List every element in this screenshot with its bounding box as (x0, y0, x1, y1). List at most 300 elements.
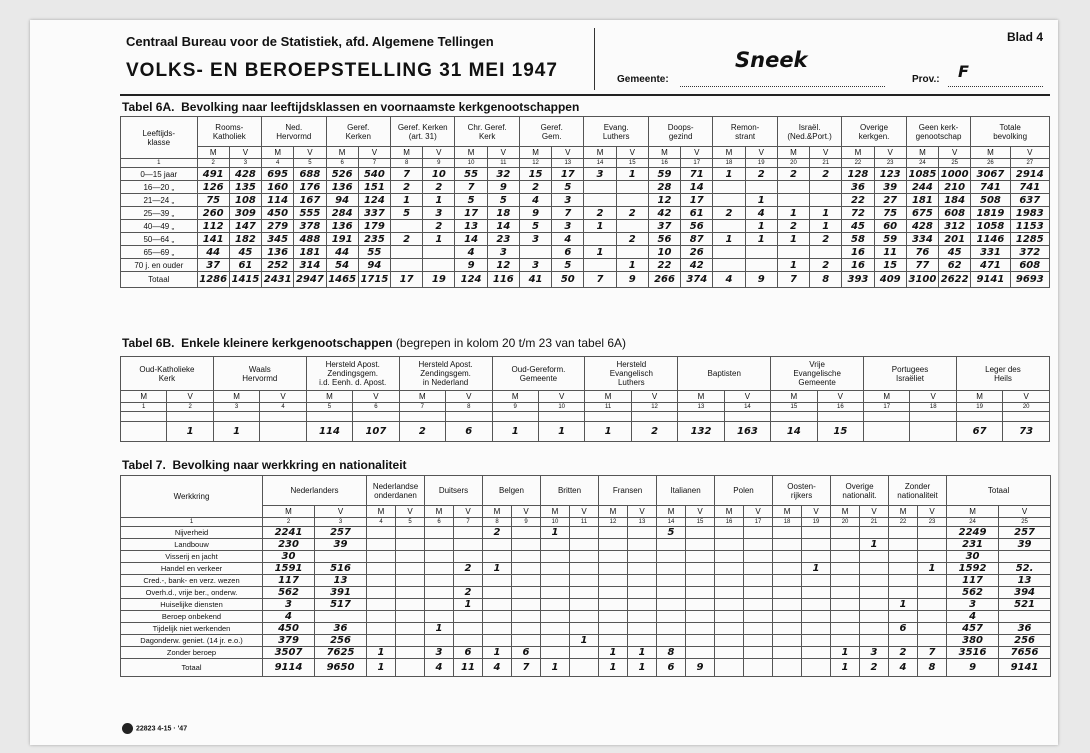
t7-row-cell (454, 527, 483, 539)
t7-row-cell (570, 539, 599, 551)
t7-row-cell (483, 551, 512, 563)
t7-row-cell (425, 587, 454, 599)
t6a-row-cell: 22 (648, 259, 680, 272)
t7-row-cell: 394 (999, 587, 1051, 599)
t7-row-cell (744, 611, 773, 623)
t7-row-cell (860, 575, 889, 587)
t6a-row-cell: 5 (455, 194, 487, 207)
t7-row-cell (889, 611, 918, 623)
t7-row-cell (773, 623, 802, 635)
municipality-label: Gemeente: (617, 74, 669, 85)
t6a-total-row (121, 272, 1050, 288)
t7-row-cell: 2 (454, 587, 483, 599)
t7-group-header: Zonder nationaliteit (889, 476, 947, 506)
t7-row-cell (918, 539, 947, 551)
t6a-row-cell: 7 (455, 181, 487, 194)
t7-col-number: 1 (121, 518, 263, 527)
t7-row-cell (831, 623, 860, 635)
t7-row-cell (599, 623, 628, 635)
t6a-row-cell: 27 (874, 194, 906, 207)
t7-row-cell (744, 599, 773, 611)
t7-row-cell (889, 587, 918, 599)
t6a-row-cell: 28 (648, 181, 680, 194)
t6a-group-header: Rooms- Katholiek (197, 117, 261, 147)
t6a-row-cell: 22 (842, 194, 874, 207)
t7-row (121, 587, 1051, 599)
t7-row-cell (715, 647, 744, 659)
t7-total-row-cell (773, 659, 802, 677)
t6b-spacer-cell (121, 412, 167, 422)
t6b-value-row-cell: 163 (724, 422, 770, 442)
t6b-col-number: 13 (678, 403, 724, 412)
t7-row-cell (802, 599, 831, 611)
t7-row-cell: 52. (999, 563, 1051, 575)
t6a-row-cell: 695 (262, 168, 294, 181)
t6a-row-cell: 3 (423, 207, 455, 220)
t6a-row-cell: 136 (262, 246, 294, 259)
t6a-total-row-cell: 1715 (358, 272, 390, 288)
t7-row-cell: 3 (947, 599, 999, 611)
t6b-group-header: Leger des Heils (956, 357, 1049, 391)
t7-row-cell (367, 563, 396, 575)
t7-row-cell (483, 587, 512, 599)
t6a-row-cell: 260 (197, 207, 229, 220)
t7-row-cell (541, 635, 570, 647)
t6b-sex-m: M (771, 391, 817, 403)
t7-row-label: Tijdelijk niet werkenden (121, 623, 263, 635)
t6a-sex-m: M (971, 147, 1010, 159)
t6a-total-row-cell: 124 (455, 272, 487, 288)
t7-row-cell (657, 623, 686, 635)
t6a-row-cell: 14 (487, 220, 519, 233)
t6b-spacer-cell (864, 412, 910, 422)
t6a-row-cell: 210 (939, 181, 971, 194)
t6b-sex-m: M (399, 391, 445, 403)
t7-row (121, 647, 1051, 659)
t6a-row-cell: 526 (326, 168, 358, 181)
t6a-row-cell (713, 194, 745, 207)
t6a-row-cell: 5 (519, 220, 551, 233)
t6a-sex-v: V (358, 147, 390, 159)
t7-col-number: 8 (483, 518, 512, 527)
t7-row-cell: 1 (483, 563, 512, 575)
t6a-col-number: 26 (971, 159, 1010, 168)
t6a-row-cell: 5 (487, 194, 519, 207)
t6b-spacer-cell (446, 412, 492, 422)
t7-row-cell (599, 599, 628, 611)
t6b-value-row-cell: 1 (167, 422, 213, 442)
t6a-col-number: 16 (648, 159, 680, 168)
t7-row-cell: 1 (454, 599, 483, 611)
t6a-row-label: 21—24 „ (121, 194, 198, 207)
t6a-row-cell: 160 (262, 181, 294, 194)
t6a-row-cell: 114 (262, 194, 294, 207)
t7-group-header: Britten (541, 476, 599, 506)
t6a-row-cell: 10 (648, 246, 680, 259)
t7-row-cell (570, 599, 599, 611)
print-footer (122, 723, 187, 734)
t6a-row-cell: 11 (874, 246, 906, 259)
t6a-col-number: 18 (713, 159, 745, 168)
t6b-col-number: 20 (1003, 403, 1050, 412)
t7-row-cell (628, 599, 657, 611)
t6b-spacer-cell (167, 412, 213, 422)
t6a-row-cell: 1000 (939, 168, 971, 181)
t6a-sex-v: V (810, 147, 842, 159)
t6a-row-cell: 128 (842, 168, 874, 181)
t6a-row-cell: 176 (294, 181, 326, 194)
t6b-col-number: 6 (353, 403, 399, 412)
t6a-row-cell: 42 (681, 259, 713, 272)
t6a-sex-m: M (584, 147, 616, 159)
t7-row-cell: 3 (860, 647, 889, 659)
t7-row-cell: 3 (425, 647, 454, 659)
t6a-row-cell: 1146 (971, 233, 1010, 246)
t7-row-cell (425, 599, 454, 611)
t6a-row-cell: 378 (294, 220, 326, 233)
t7-row-cell (802, 551, 831, 563)
t7-group-header: Nederlandse onderdanen (367, 476, 425, 506)
t6a-col-number: 20 (777, 159, 809, 168)
t6a-total-row-cell: 374 (681, 272, 713, 288)
t6a-row-cell (810, 194, 842, 207)
t7-row-cell (628, 539, 657, 551)
t6a-row-cell: 16 (842, 246, 874, 259)
t7-row-cell (744, 551, 773, 563)
t6a-group-header: Remon- strant (713, 117, 777, 147)
t6a-row-cell: 337 (358, 207, 390, 220)
t7-row-header: Werkkring (121, 476, 263, 518)
t7-col-number: 21 (860, 518, 889, 527)
t6a-col-number: 24 (906, 159, 938, 168)
t6a-row-cell: 55 (455, 168, 487, 181)
t6a-row-cell: 252 (262, 259, 294, 272)
t6a-row-cell: 2 (616, 233, 648, 246)
t6a-row-cell: 10 (423, 168, 455, 181)
t7-row (121, 575, 1051, 587)
t7-sex-v: V (686, 506, 715, 518)
t7-row-cell (744, 647, 773, 659)
t6a-row-cell: 167 (294, 194, 326, 207)
t6a-row-cell (713, 220, 745, 233)
t7-row-cell (715, 611, 744, 623)
t6a-row-cell (584, 194, 616, 207)
t6a-row-cell: 71 (681, 168, 713, 181)
t7-row-cell: 457 (947, 623, 999, 635)
t7-row-cell (512, 587, 541, 599)
t6a-row-cell: 3 (584, 168, 616, 181)
t7-row-label: Handel en verkeer (121, 563, 263, 575)
t7-row-cell (599, 587, 628, 599)
t6b-col-number: 16 (817, 403, 863, 412)
t7-row-cell (315, 611, 367, 623)
t7-row-cell (744, 587, 773, 599)
survey-title: VOLKS- EN BEROEPSTELLING 31 MEI 1947 (126, 60, 558, 81)
t6a-col-number: 5 (294, 159, 326, 168)
t6a-row-cell (745, 246, 777, 259)
t7-row-cell: 8 (657, 647, 686, 659)
t7-row-cell (686, 539, 715, 551)
t6a-sex-m: M (713, 147, 745, 159)
t6a-row-cell (391, 259, 423, 272)
t7-row-cell: 1 (570, 635, 599, 647)
t6a-row-label: 40—49 „ (121, 220, 198, 233)
t6a-row-cell: 54 (326, 259, 358, 272)
t7-row-label: Overh.d., vrije ber., onderw. (121, 587, 263, 599)
t7-row-cell: 2241 (263, 527, 315, 539)
t6b-value-row (121, 422, 1050, 442)
t7-row-cell (454, 623, 483, 635)
t7-row-label: Beroep onbekend (121, 611, 263, 623)
t7-row-cell (454, 635, 483, 647)
t6a-row-cell: 488 (294, 233, 326, 246)
t7-row-cell (773, 611, 802, 623)
t6a-total-row-cell: 409 (874, 272, 906, 288)
t7-row-cell (773, 599, 802, 611)
t7-row-cell: 1 (599, 647, 628, 659)
t7-row-cell (599, 539, 628, 551)
t6b-sex-m: M (306, 391, 352, 403)
t7-row-cell (831, 587, 860, 599)
t6a-row-cell: 4 (455, 246, 487, 259)
t7-row-cell (396, 527, 425, 539)
t6a-row-cell: 540 (358, 168, 390, 181)
header-rule (120, 94, 1050, 96)
t6b-sex-m: M (678, 391, 724, 403)
t6a-row-cell (616, 194, 648, 207)
t7-row-cell (715, 599, 744, 611)
t7-row-cell (831, 599, 860, 611)
t6a-row-cell: 1 (713, 233, 745, 246)
t6a-group-header: Ned. Hervormd (262, 117, 326, 147)
t7-row-cell (512, 599, 541, 611)
t7-row-cell (541, 587, 570, 599)
t7-col-number: 10 (541, 518, 570, 527)
t7-row-cell (657, 563, 686, 575)
t6a-row-cell: 72 (842, 207, 874, 220)
t6a-row-cell (713, 259, 745, 272)
t7-row-cell (802, 539, 831, 551)
t6b-col-number: 10 (538, 403, 584, 412)
t6a-row-cell: 2 (777, 220, 809, 233)
t6a-row-cell: 1 (777, 233, 809, 246)
t6a-sex-v: V (874, 147, 906, 159)
t6a-row-cell: 179 (358, 220, 390, 233)
t6a-row-cell: 87 (681, 233, 713, 246)
t7-row (121, 623, 1051, 635)
t7-row-cell: 230 (263, 539, 315, 551)
t7-row-cell (918, 635, 947, 647)
t6a-group-header: Israël. (Ned.&Port.) (777, 117, 841, 147)
t6a-row-cell: 17 (681, 194, 713, 207)
t6a-col-number: 7 (358, 159, 390, 168)
t6b-group-header: Hersteld Evangelisch Luthers (585, 357, 678, 391)
t6a-row-cell (810, 246, 842, 259)
t6b-sex-row (121, 391, 1050, 403)
t6b-group-header: Baptisten (678, 357, 771, 391)
t6a-row-cell: 32 (487, 168, 519, 181)
t7-row-cell: 256 (999, 635, 1051, 647)
t7-row-cell: 39 (999, 539, 1051, 551)
t7-row-cell (483, 611, 512, 623)
t7-row-cell: 4 (263, 611, 315, 623)
t6b-spacer-cell (771, 412, 817, 422)
t7-row-cell (512, 611, 541, 623)
t6a-sex-m: M (777, 147, 809, 159)
t6a-row-cell: 2 (519, 181, 551, 194)
t7-col-number: 17 (744, 518, 773, 527)
t7-row-cell: 450 (263, 623, 315, 635)
t6a-col-number: 25 (939, 159, 971, 168)
t7-col-number: 18 (773, 518, 802, 527)
t6a-col-number: 4 (262, 159, 294, 168)
t7-row-cell (889, 575, 918, 587)
t7-row-cell: 1 (802, 563, 831, 575)
t6a-row-cell (423, 246, 455, 259)
t7-total-row-cell (715, 659, 744, 677)
t6a-row-cell: 3 (552, 220, 584, 233)
t6b-sex-v: V (817, 391, 863, 403)
t6b-sex-v: V (631, 391, 677, 403)
t6a-row-cell: 312 (939, 220, 971, 233)
t7-row-cell (628, 563, 657, 575)
t7-total-row-label: Totaal (121, 659, 263, 677)
t6a-row-cell: 124 (358, 194, 390, 207)
t7-row-cell (628, 623, 657, 635)
t6b-group-header: Vrije Evangelische Gemeente (771, 357, 864, 391)
t6b-value-row-cell: 1 (492, 422, 538, 442)
t6a-row-cell: 2 (810, 233, 842, 246)
t6a-sex-v: V (229, 147, 261, 159)
t6b-value-row-cell: 2 (399, 422, 445, 442)
t7-row-cell (686, 635, 715, 647)
t6a-row-cell: 17 (455, 207, 487, 220)
t7-row-cell (918, 551, 947, 563)
t6a-row-cell: 9 (519, 207, 551, 220)
t6b-spacer-cell (492, 412, 538, 422)
t7-row-cell (686, 551, 715, 563)
t7-row-cell (396, 587, 425, 599)
t7-col-number: 15 (686, 518, 715, 527)
t6a-group-header: Geref. Kerken (326, 117, 390, 147)
t6a-row-cell: 1 (616, 168, 648, 181)
municipality-value: Sneek (735, 48, 808, 72)
t7-row-cell (686, 575, 715, 587)
table6b-number: Tabel 6B. (122, 336, 175, 350)
t7-row-cell (831, 635, 860, 647)
t6a-row-cell (584, 233, 616, 246)
t7-row-cell (367, 527, 396, 539)
t6a-total-row-cell: 9 (616, 272, 648, 288)
t6a-row-cell (713, 246, 745, 259)
t6a-row-cell: 2 (584, 207, 616, 220)
t7-row-cell (570, 647, 599, 659)
t7-row-cell (657, 575, 686, 587)
t6a-row-cell: 126 (197, 181, 229, 194)
t6a-row-cell: 2 (810, 259, 842, 272)
t6a-row (121, 233, 1050, 246)
t6a-total-row-cell: 50 (552, 272, 584, 288)
t7-row-cell (599, 575, 628, 587)
t7-col-number: 16 (715, 518, 744, 527)
t6a-row-cell: 9 (487, 181, 519, 194)
t7-row-cell: 1 (889, 599, 918, 611)
t7-total-row-cell: 9650 (315, 659, 367, 677)
t7-row-cell (483, 599, 512, 611)
t7-sex-m: M (541, 506, 570, 518)
t6a-sex-v: V (616, 147, 648, 159)
t6a-row-cell: 345 (262, 233, 294, 246)
t6a-row-cell: 1 (777, 207, 809, 220)
t6a-row-cell: 3 (519, 259, 551, 272)
t7-total-row-cell: 7 (512, 659, 541, 677)
t6a-row-cell: 1 (423, 194, 455, 207)
t7-col-number: 3 (315, 518, 367, 527)
t6a-sex-v: V (1010, 147, 1049, 159)
t7-sex-m: M (483, 506, 512, 518)
t6a-col-number: 17 (681, 159, 713, 168)
t7-row-cell (541, 551, 570, 563)
t6a-row-cell: 741 (971, 181, 1010, 194)
t6a-row (121, 246, 1050, 259)
t6a-row-cell: 3 (487, 246, 519, 259)
t6a-col-number: 10 (455, 159, 487, 168)
t6a-row-cell: 136 (326, 220, 358, 233)
t7-row-cell (657, 587, 686, 599)
t7-row-cell (628, 551, 657, 563)
t7-row-cell (686, 563, 715, 575)
t6a-group-header: Evang. Luthers (584, 117, 648, 147)
t7-sex-m: M (599, 506, 628, 518)
t6a-total-row-cell: 1286 (197, 272, 229, 288)
t7-row-cell (396, 647, 425, 659)
t7-row-cell: 7625 (315, 647, 367, 659)
t7-row-cell (367, 611, 396, 623)
t7-sex-m: M (657, 506, 686, 518)
t6a-total-row-cell: 393 (842, 272, 874, 288)
t6a-sex-v: V (681, 147, 713, 159)
t6a-sex-v: V (552, 147, 584, 159)
t7-total-row-cell (744, 659, 773, 677)
t7-row-cell (396, 635, 425, 647)
t6a-sex-m: M (197, 147, 229, 159)
table7-title (122, 458, 407, 472)
t7-row-label: Cred.-, bank- en verz. wezen (121, 575, 263, 587)
table7-subtitle: Bevolking naar werkkring en nationaliteit (172, 458, 407, 472)
t7-row-cell (802, 587, 831, 599)
t6a-row-cell: 39 (874, 181, 906, 194)
t6b-col-number: 9 (492, 403, 538, 412)
t7-row-cell: 2 (454, 563, 483, 575)
t7-row-cell: 7656 (999, 647, 1051, 659)
t7-row-cell (657, 551, 686, 563)
t6a-row-cell: 1 (745, 194, 777, 207)
t6b-col-number: 4 (260, 403, 306, 412)
t7-row-cell (715, 563, 744, 575)
t7-row-cell (396, 599, 425, 611)
t7-group-header: Belgen (483, 476, 541, 506)
t7-row-cell (860, 551, 889, 563)
t7-row-cell (686, 527, 715, 539)
t7-row-cell: 5 (657, 527, 686, 539)
t6a-col-number: 22 (842, 159, 874, 168)
t7-row-cell (802, 635, 831, 647)
t7-row-cell: 1592 (947, 563, 999, 575)
t7-row-cell (541, 575, 570, 587)
t7-row-cell (773, 527, 802, 539)
sheet-number: Blad 4 (1007, 30, 1044, 44)
t6b-col-number: 15 (771, 403, 817, 412)
